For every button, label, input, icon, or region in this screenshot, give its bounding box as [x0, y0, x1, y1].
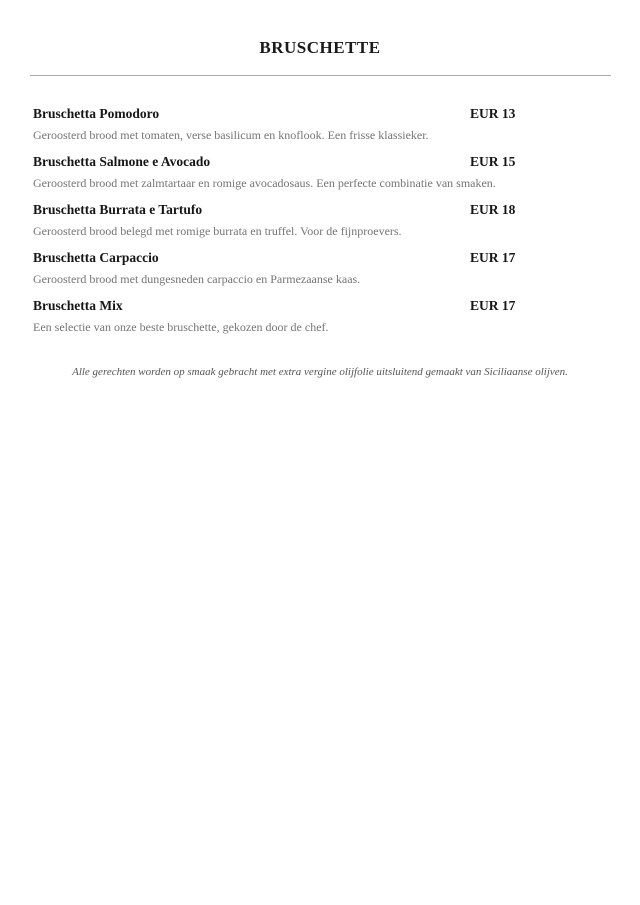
item-name: Bruschetta Salmone e Avocado	[33, 154, 211, 169]
menu-item-header	[33, 298, 611, 314]
menu-item	[33, 106, 611, 143]
title-divider	[30, 75, 611, 76]
item-description: Geroosterd brood met tomaten, verse basilicum en knoflook. Een frisse klassieker.	[33, 128, 429, 142]
menu-item-header	[33, 202, 611, 218]
item-description: Geroosterd brood belegd met romige burrata en truffel. Voor de fijnproevers.	[33, 224, 402, 238]
page-title: BRUSCHETTE	[259, 38, 381, 57]
menu-item-list	[33, 106, 611, 335]
item-price: EUR 15	[470, 154, 516, 169]
item-name: Bruschetta Mix	[33, 298, 123, 313]
item-price: EUR 17	[470, 250, 516, 265]
menu-item	[33, 154, 611, 191]
menu-item	[33, 202, 611, 239]
menu-item	[33, 298, 611, 335]
item-description: Geroosterd brood met zalmtartaar en romige avocadosaus. Een perfecte combinatie van smaken.	[33, 176, 496, 190]
menu-item-header	[33, 250, 611, 266]
item-price: EUR 18	[470, 202, 516, 217]
item-description: Een selectie van onze beste bruschette, gekozen door de chef.	[33, 320, 329, 334]
footer-note: Alle gerechten worden op smaak gebracht met extra vergine olijfolie uitsluitend gemaakt van Siciliaanse olijven.	[72, 366, 568, 378]
menu-item-header	[33, 106, 611, 122]
menu-item-header	[33, 154, 611, 170]
item-name: Bruschetta Pomodoro	[33, 106, 160, 121]
item-price: EUR 13	[470, 106, 516, 121]
item-description: Geroosterd brood met dungesneden carpaccio en Parmezaanse kaas.	[33, 272, 361, 286]
menu-item	[33, 250, 611, 287]
item-name: Bruschetta Carpaccio	[33, 250, 159, 265]
item-price: EUR 17	[470, 298, 516, 313]
item-name: Bruschetta Burrata e Tartufo	[33, 202, 203, 217]
